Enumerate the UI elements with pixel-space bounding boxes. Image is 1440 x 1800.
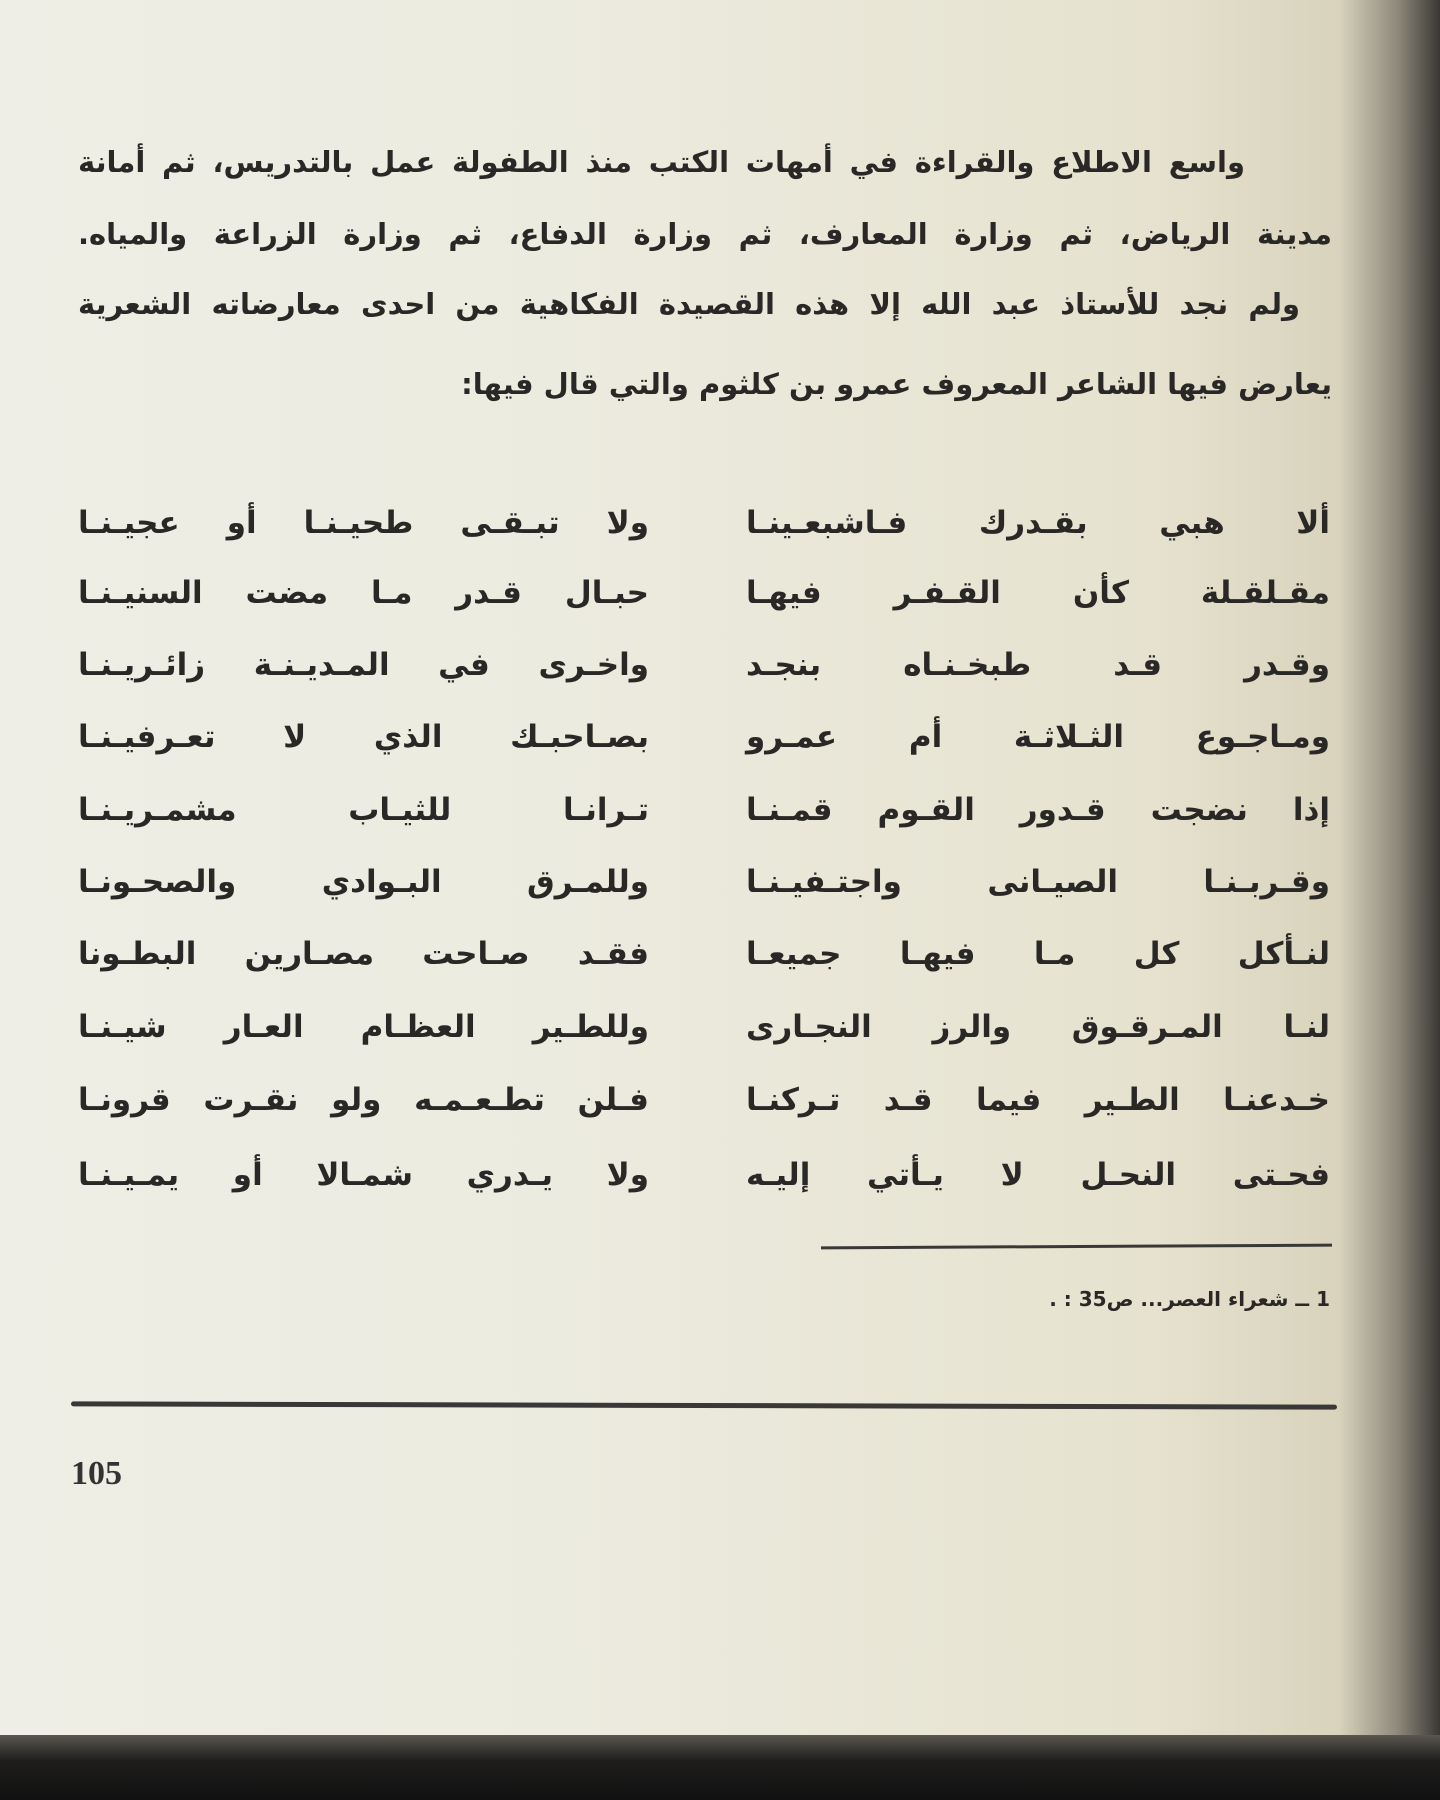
verse-3-first: وقـدر قـد طبخـنـاه بنجـد [746,647,1330,683]
verse-2-second: حبـال قـدر مـا مضت السنيـنـا [78,575,649,611]
verse-5-second: تـرانـا للثيـاب مشمـريـنـا [78,792,649,828]
verse-1-second: ولا تبـقـى طحيـنـا أو عجيـنـا [78,505,649,541]
verse-6-first: وقـربـنـا الصيـانى واجتـفيـنـا [746,864,1330,900]
book-edge-shadow [0,1735,1440,1800]
paragraph-line-3: ولم نجد للأستاذ عبد الله إلا هذه القصيدة الفكاهية من احدى معارضاته الشعرية [78,287,1300,321]
verse-7-second: فقـد صـاحت مصـارين البطـونا [78,936,649,972]
verse-4-first: ومـاجـوع الثـلاثـة أم عمـرو [746,719,1330,755]
page-number: 105 [71,1455,122,1492]
verse-6-second: وللمـرق البـوادي والصحـونـا [78,864,649,900]
verse-2-first: مقـلقـلة كأن القـفـر فيهـا [746,575,1330,611]
paragraph-line-4: يعارض فيها الشاعر المعروف عمرو بن كلثوم والتي قال فيها: [461,367,1332,401]
verse-10-first: فحـتى النحـل لا يـأتي إليـه [746,1157,1330,1193]
verse-1-first: ألا هبي بقـدرك فـاشبعـينـا [746,505,1330,541]
paragraph-line-2: مدينة الرياض، ثم وزارة المعارف، ثم وزارة الدفاع، ثم وزارة الزراعة والمياه. [78,217,1332,251]
page-bottom-rule [71,1401,1337,1409]
footnote-divider [821,1244,1332,1250]
verse-4-second: بصـاحبـك الذي لا تعـرفيـنـا [78,719,649,755]
verse-8-first: لنـا المـرقـوق والرز النجـارى [746,1009,1330,1045]
verse-9-first: خـدعنـا الطـير فيما قـد تـركنـا [746,1082,1330,1118]
verse-8-second: وللطـير العظـام العـار شيـنـا [78,1009,649,1045]
footnote: 1 ــ شعراء العصر... ص35 : . [1049,1287,1330,1311]
verse-7-first: لنـأكل كل مـا فيهـا جميعـا [746,936,1330,972]
paragraph-line-1: واسع الاطلاع والقراءة في أمهات الكتب منذ الطفولة عمل بالتدريس، ثم أمانة [78,145,1245,179]
verse-9-second: فـلن تطـعـمـه ولو نقـرت قرونـا [78,1082,649,1118]
verse-3-second: واخـرى في المـديـنـة زائـريـنـا [78,647,649,683]
verse-10-second: ولا يـدري شمـالا أو يمـيـنـا [78,1157,649,1193]
verse-5-first: إذا نضجت قـدور القـوم قمـنـا [746,792,1330,828]
